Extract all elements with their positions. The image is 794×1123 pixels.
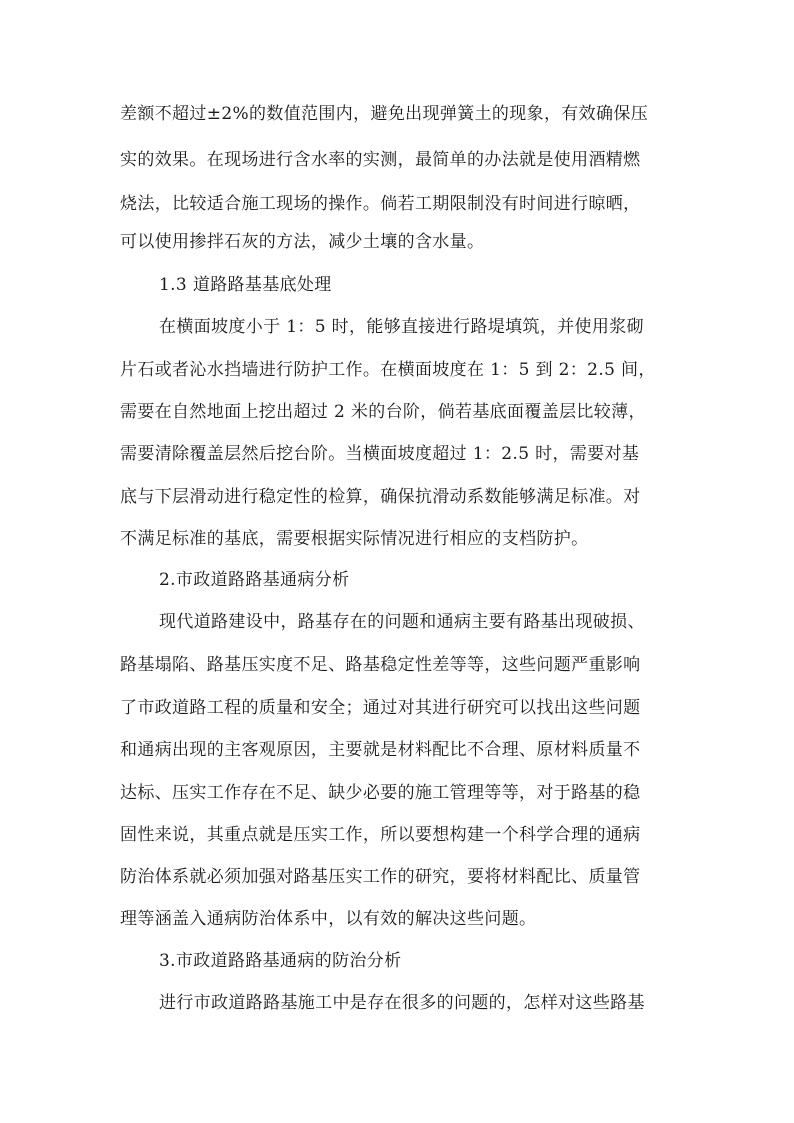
paragraph-line: 固性来说，其重点就是压实工作，所以要想构建一个科学合理的通病	[120, 825, 641, 845]
paragraph-line: 需要清除覆盖层然后挖台阶。当横面坡度超过 1：2.5 时，需要对基	[120, 444, 640, 464]
paragraph-line: 差额不超过±2%的数值范围内，避免出现弹簧土的现象，有效确保压	[120, 104, 649, 124]
paragraph-line: 进行市政道路路基施工中是存在很多的问题的，怎样对这些路基	[159, 993, 645, 1013]
section-heading: 3.市政道路路基通病的防治分析	[159, 951, 402, 971]
paragraph-line: 片石或者沁水挡墙进行防护工作。在横面坡度在 1：5 到 2：2.5 间，	[120, 360, 656, 380]
section-heading: 1.3 道路路基基底处理	[159, 275, 332, 295]
paragraph-line: 和通病出现的主客观原因，主要就是材料配比不合理、原材料质量不	[120, 740, 641, 760]
paragraph-line: 底与下层滑动进行稳定性的检算，确保抗滑动系数能够满足标准。对	[120, 487, 641, 507]
paragraph-line: 在横面坡度小于 1：5 时，能够直接进行路堤填筑，并使用浆砌	[159, 317, 644, 337]
paragraph-line: 需要在自然地面上挖出超过 2 米的台阶，倘若基底面覆盖层比较薄，	[120, 402, 646, 422]
paragraph-line: 理等涵盖入通病防治体系中，以有效的解决这些问题。	[120, 909, 537, 929]
paragraph-line: 烧法，比较适合施工现场的操作。倘若工期限制没有时间进行晾晒，	[120, 194, 641, 214]
paragraph-line: 防治体系就必须加强对路基压实工作的研究，要将材料配比、质量管	[120, 867, 641, 887]
paragraph-line: 不满足标准的基底，需要根据实际情况进行相应的支档防护。	[120, 529, 589, 549]
paragraph-line: 了市政道路工程的质量和安全；通过对其进行研究可以找出这些问题	[120, 698, 641, 718]
paragraph-line: 现代道路建设中，路基存在的问题和通病主要有路基出现破损、	[159, 612, 645, 632]
paragraph-line: 达标、压实工作存在不足、缺少必要的施工管理等等，对于路基的稳	[120, 783, 641, 803]
paragraph-line: 实的效果。在现场进行含水率的实测，最简单的办法就是使用酒精燃	[120, 150, 641, 170]
section-heading: 2.市政道路路基通病分析	[159, 570, 350, 590]
paragraph-line: 可以使用掺拌石灰的方法，减少土壤的含水量。	[120, 232, 485, 252]
paragraph-line: 路基塌陷、路基压实度不足、路基稳定性差等等，这些问题严重影响	[120, 655, 641, 675]
